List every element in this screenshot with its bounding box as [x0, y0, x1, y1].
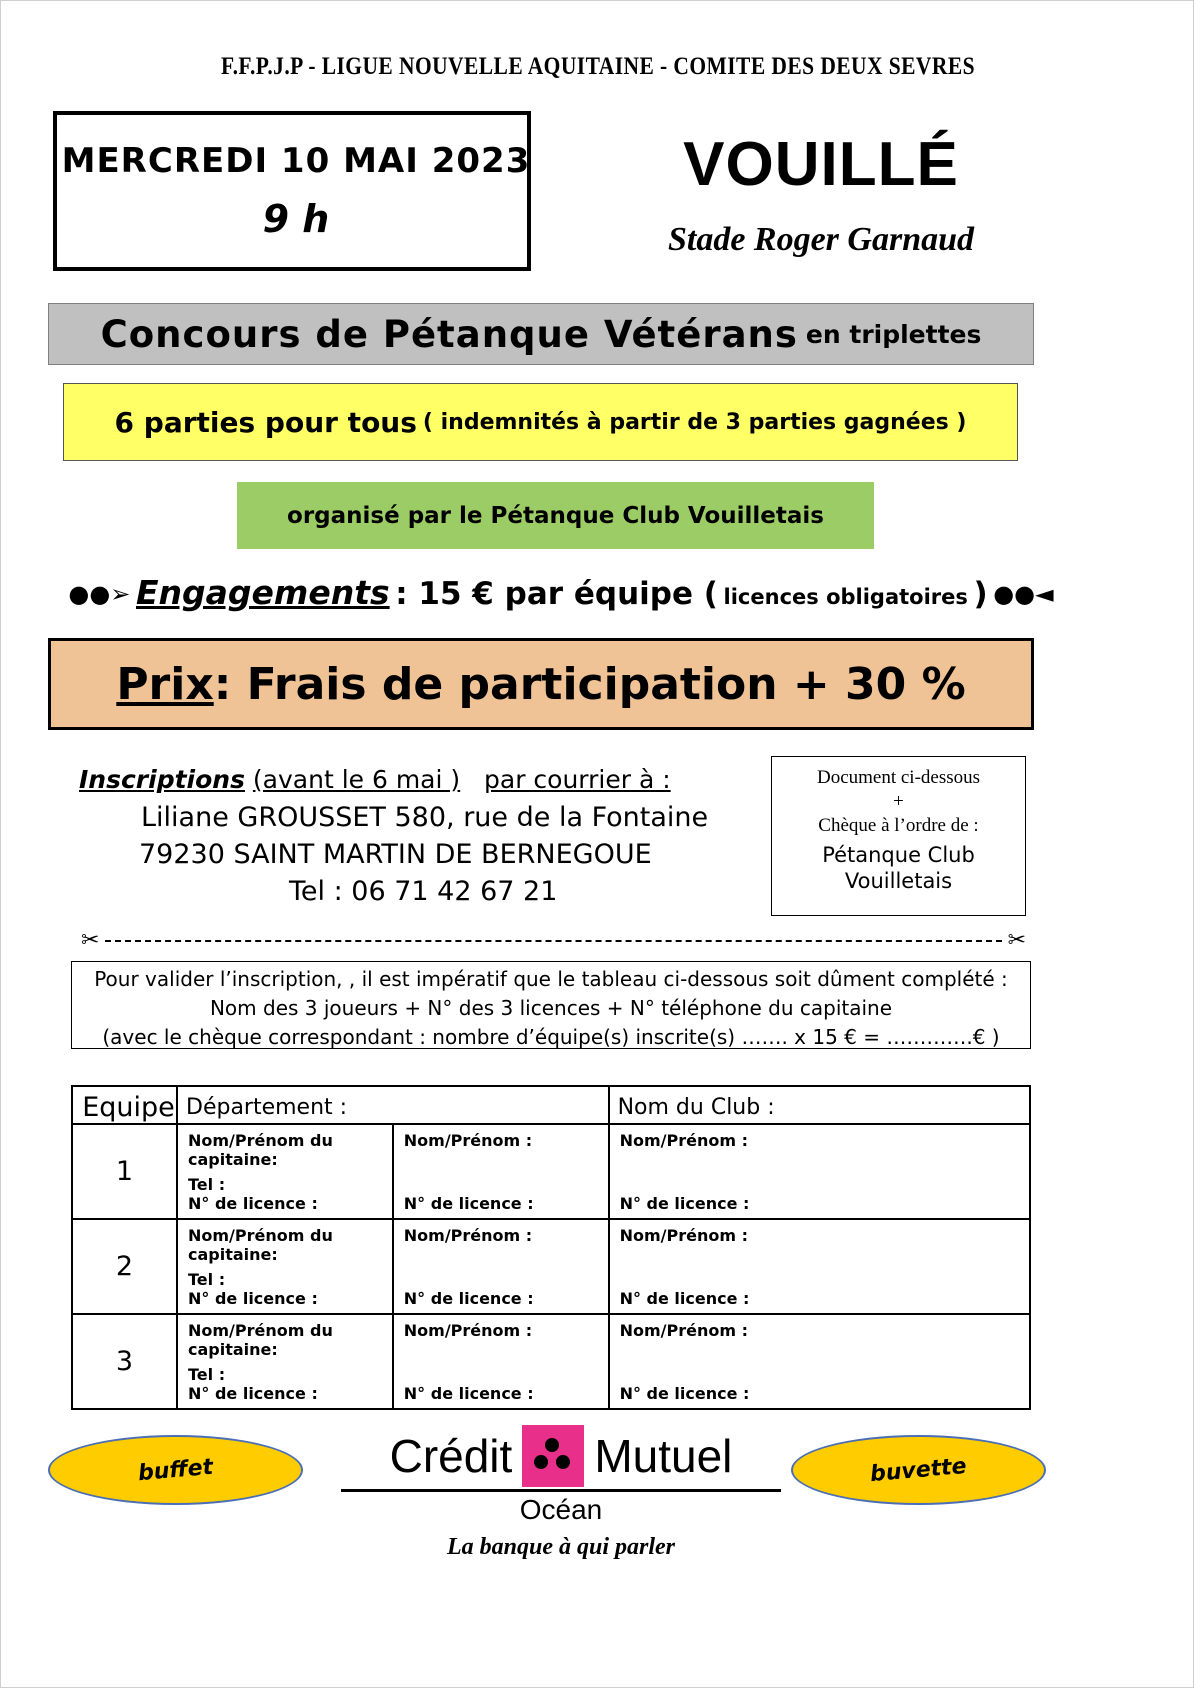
instructions-line-3: (avec le chèque correspondant : nombre d’équipe(s) inscrite(s) ……. x 15 € = ………….€ ) [102, 1025, 1000, 1049]
instructions-line-2: Nom des 3 joueurs + N° des 3 licences + N° téléphone du capitaine [209, 996, 893, 1020]
player3-name-label: Nom/Prénom : [619, 1131, 748, 1150]
games-count: 6 parties pour tous [114, 405, 417, 439]
table-header-row [72, 1086, 1030, 1124]
paren-open: ( [703, 576, 718, 612]
player3-licence-label: N° de licence : [619, 1194, 750, 1213]
player2-licence-label: N° de licence : [403, 1194, 534, 1213]
instructions-box [71, 961, 1031, 1049]
competition-banner [48, 303, 1034, 365]
paren-close: ) [973, 576, 988, 612]
cut-dashes [105, 940, 1001, 942]
cheque-payee-1: Pétanque Club [822, 843, 975, 867]
team-number: 1 [72, 1124, 177, 1219]
inscriptions-city: 79230 SAINT MARTIN DE BERNEGOUE [139, 839, 652, 870]
credit-mutuel-logo-icon [522, 1425, 584, 1487]
cheque-line-3: Chèque à l’ordre de : [818, 815, 979, 836]
cut-line [81, 926, 1026, 956]
captain-tel-label: Tel : [188, 1365, 226, 1384]
federation-header: F.F.P.J.P - LIGUE NOUVELLE AQUITAINE - COMITE DES DEUX SEVRES [220, 53, 976, 80]
logo-dot-left [532, 1453, 550, 1471]
event-hour: 9 h [262, 197, 330, 241]
player2-name-label: Nom/Prénom : [403, 1226, 533, 1245]
games-banner [63, 383, 1018, 461]
player2-name-label: Nom/Prénom : [403, 1321, 533, 1340]
captain-tel-label: Tel : [188, 1175, 226, 1194]
organiser-text: organisé par le Pétanque Club Vouilletais [287, 502, 824, 529]
player2-cell[interactable] [393, 1124, 609, 1219]
logo-dot-top [543, 1436, 561, 1454]
captain-licence-label: N° de licence : [188, 1289, 318, 1308]
buffet-badge [48, 1435, 303, 1505]
scissors-left-icon: ✂ [81, 928, 100, 953]
engagements-line [61, 573, 1061, 612]
sponsor-word-2: Mutuel [594, 1430, 733, 1482]
cheque-line-1: Document ci-dessous [816, 767, 981, 788]
organiser-banner [237, 482, 874, 549]
player2-name-label: Nom/Prénom : [403, 1131, 533, 1150]
player2-cell[interactable] [393, 1314, 609, 1409]
instructions-line-1: Pour valider l’inscription, , il est impératif que le tableau ci-dessous soit dûment complété : [94, 967, 1008, 991]
captain-cell[interactable] [177, 1124, 393, 1219]
header-departement: Département : [177, 1086, 609, 1124]
buvette-badge [791, 1435, 1046, 1505]
captain-cell[interactable] [177, 1219, 393, 1314]
captain-licence-label: N° de licence : [188, 1194, 318, 1213]
prize-value: : Frais de participation + 30 % [213, 658, 966, 710]
bullet-arrow-right-icon: ●●◄ [993, 580, 1054, 608]
sponsor-name-row [341, 1425, 781, 1487]
inscriptions-phone: Tel : 06 71 42 67 21 [289, 876, 558, 907]
cheque-line-2: + [893, 791, 904, 812]
logo-dot-right [554, 1453, 572, 1471]
player2-licence-label: N° de licence : [403, 1384, 534, 1403]
buvette-label: buvette [869, 1453, 968, 1487]
competition-title: Concours de Pétanque Vétérans [100, 312, 798, 356]
date-box [53, 111, 531, 271]
sponsor-word-1: Crédit [389, 1430, 513, 1482]
player3-licence-label: N° de licence : [619, 1289, 750, 1308]
competition-format: en triplettes [805, 319, 982, 349]
player3-name-label: Nom/Prénom : [619, 1321, 748, 1340]
registration-table [71, 1085, 1031, 1410]
prize-banner [48, 638, 1034, 730]
engagements-label: Engagements [136, 573, 390, 612]
table-row [72, 1314, 1030, 1409]
games-note: ( indemnités à partir de 3 parties gagnées ) [422, 409, 967, 435]
player3-cell[interactable] [609, 1219, 1030, 1314]
inscriptions-by-mail: par courrier à : [484, 765, 671, 794]
engagements-price: : 15 € par équipe [395, 576, 704, 612]
inscriptions-deadline: (avant le 6 mai ) [252, 765, 461, 794]
captain-cell[interactable] [177, 1314, 393, 1409]
player3-cell[interactable] [609, 1314, 1030, 1409]
logo-cluster [532, 1436, 574, 1476]
team-number: 3 [72, 1314, 177, 1409]
captain-name-label: Nom/Prénom du capitaine: [188, 1321, 333, 1359]
header-club: Nom du Club : [609, 1086, 1030, 1124]
team-number: 2 [72, 1219, 177, 1314]
player3-licence-label: N° de licence : [619, 1384, 750, 1403]
captain-tel-label: Tel : [188, 1270, 226, 1289]
inscriptions-block [79, 765, 779, 907]
scissors-right-icon: ✂ [1007, 928, 1026, 953]
prize-label: Prix [116, 658, 214, 710]
player3-cell[interactable] [609, 1124, 1030, 1219]
sponsor-region: Océan [519, 1494, 603, 1525]
player3-name-label: Nom/Prénom : [619, 1226, 748, 1245]
player2-cell[interactable] [393, 1219, 609, 1314]
cheque-box [771, 756, 1026, 916]
table-row [72, 1124, 1030, 1219]
player2-licence-label: N° de licence : [403, 1289, 534, 1308]
inscriptions-heading [79, 765, 779, 794]
event-date: MERCREDI 10 MAI 2023 [61, 141, 531, 181]
sponsor-underline [341, 1489, 781, 1492]
sponsor-slogan: La banque à qui parler [446, 1534, 676, 1560]
venue-name: Stade Roger Garnaud [667, 221, 975, 258]
buffet-label: buffet [136, 1454, 215, 1486]
page-title: VOUILLÉ [683, 130, 959, 199]
licence-note: licences obligatoires [723, 585, 968, 609]
captain-name-label: Nom/Prénom du capitaine: [188, 1131, 333, 1169]
table-row [72, 1219, 1030, 1314]
inscriptions-label: Inscriptions [79, 765, 245, 794]
captain-name-label: Nom/Prénom du capitaine: [188, 1226, 333, 1264]
captain-licence-label: N° de licence : [188, 1384, 318, 1403]
header-equipe: Equipe [72, 1086, 177, 1124]
inscriptions-name-address: Liliane GROUSSET 580, rue de la Fontaine [141, 802, 709, 833]
cheque-payee-2: Vouilletais [844, 869, 953, 893]
bullet-arrow-left-icon: ●●➢ [68, 580, 131, 608]
sponsor-block [341, 1425, 781, 1561]
